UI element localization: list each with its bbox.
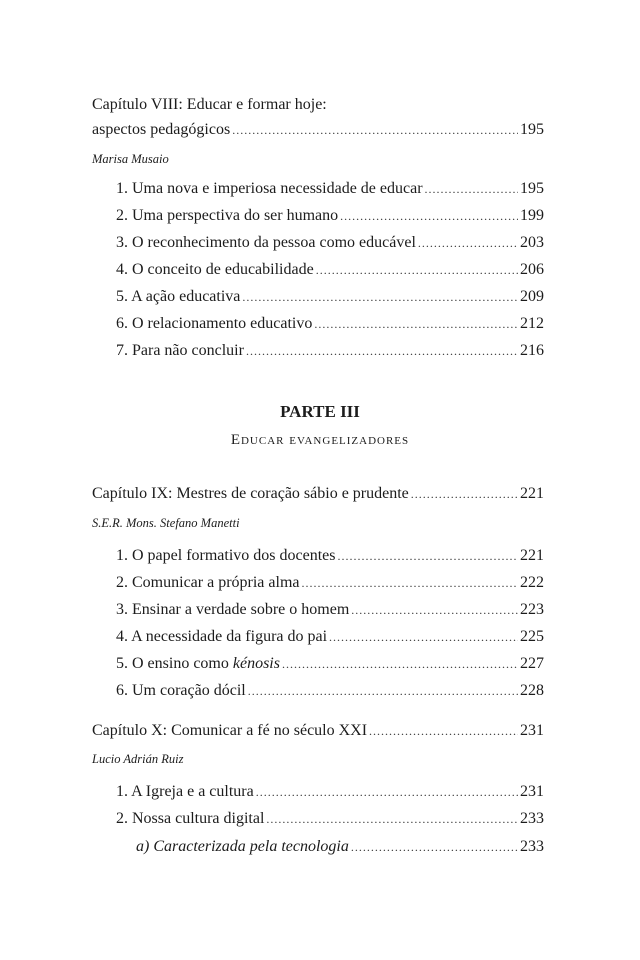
section-label: 6. O relacionamento educativo xyxy=(116,315,313,332)
toc-section-entry xyxy=(116,600,544,620)
section-label: 1. O papel formativo dos docentes xyxy=(116,547,336,564)
dot-leader xyxy=(246,341,518,361)
section-page: 225 xyxy=(520,628,544,645)
toc-section-entry xyxy=(116,341,544,361)
section-label-italic: kénosis xyxy=(232,655,280,672)
section-page: 209 xyxy=(520,288,544,305)
section-label: 2. Comunicar a própria alma xyxy=(116,574,300,591)
section-label: 1. Uma nova e imperiosa necessidade de educar xyxy=(116,180,423,197)
dot-leader xyxy=(411,484,518,504)
chapter-8-title-line-2: aspectos pedagógicos xyxy=(92,121,231,138)
chapter-8-page: 195 xyxy=(520,121,544,138)
section-label xyxy=(116,654,280,674)
dot-leader xyxy=(351,600,518,620)
dot-leader xyxy=(282,654,518,674)
dot-leader xyxy=(351,837,518,857)
dot-leader xyxy=(232,120,518,140)
section-label: 2. Nossa cultura digital xyxy=(116,810,265,827)
dot-leader xyxy=(256,782,518,802)
toc-section-entry xyxy=(116,179,544,199)
toc-subsection-entry xyxy=(136,837,544,857)
dot-leader xyxy=(314,314,518,334)
chapter-9-title: Capítulo IX: Mestres de coração sábio e prudente xyxy=(92,485,409,502)
section-label: 6. Um coração dócil xyxy=(116,682,246,699)
section-label: 1. A Igreja e a cultura xyxy=(116,783,254,800)
section-page: 222 xyxy=(520,574,544,591)
section-label: 4. A necessidade da figura do pai xyxy=(116,628,328,645)
section-page: 228 xyxy=(520,682,544,699)
section-page: 203 xyxy=(520,234,544,251)
dot-leader xyxy=(316,260,518,280)
dot-leader xyxy=(369,721,518,741)
section-page: 212 xyxy=(520,315,544,332)
section-label: 2. Uma perspectiva do ser humano xyxy=(116,207,339,224)
toc-section-entry xyxy=(116,681,544,701)
section-page: 221 xyxy=(520,547,544,564)
toc-section-entry xyxy=(116,206,544,226)
section-label-prefix: 5. O ensino como xyxy=(116,655,233,672)
chapter-8-author: Marisa Musaio xyxy=(92,152,169,166)
subsection-label: a) Caracterizada pela tecnologia xyxy=(136,838,349,855)
section-label: 7. Para não concluir xyxy=(116,342,244,359)
toc-section-entry xyxy=(116,809,544,829)
section-label: 5. A ação educativa xyxy=(116,288,241,305)
section-page: 206 xyxy=(520,261,544,278)
toc-section-entry xyxy=(116,546,544,566)
section-label: 3. O reconhecimento da pessoa como educável xyxy=(116,234,416,251)
toc-section-entry xyxy=(116,654,544,674)
toc-section-entry xyxy=(116,233,544,253)
dot-leader xyxy=(340,206,518,226)
section-label: 3. Ensinar a verdade sobre o homem xyxy=(116,601,350,618)
chapter-8-entry xyxy=(92,120,544,140)
dot-leader xyxy=(418,233,518,253)
section-page: 227 xyxy=(520,655,544,672)
chapter-10-author: Lucio Adrián Ruiz xyxy=(92,752,184,766)
dot-leader xyxy=(302,573,519,593)
section-page: 233 xyxy=(520,810,544,827)
section-page: 195 xyxy=(520,180,544,197)
toc-section-entry xyxy=(116,627,544,647)
toc-section-entry xyxy=(116,573,544,593)
chapter-10-title: Capítulo X: Comunicar a fé no século XXI xyxy=(92,722,368,739)
dot-leader xyxy=(338,546,519,566)
dot-leader xyxy=(248,681,518,701)
section-page: 223 xyxy=(520,601,544,618)
chapter-9-author: S.E.R. Mons. Stefano Manetti xyxy=(92,516,240,530)
dot-leader xyxy=(329,627,518,647)
section-page: 216 xyxy=(520,342,544,359)
toc-section-entry xyxy=(116,782,544,802)
chapter-8-title-line-1: Capítulo VIII: Educar e formar hoje: xyxy=(92,96,327,113)
toc-section-entry xyxy=(116,287,544,307)
chapter-9-entry xyxy=(92,484,544,504)
section-page: 199 xyxy=(520,207,544,224)
chapter-10-entry xyxy=(92,721,544,741)
section-label: 4. O conceito de educabilidade xyxy=(116,261,314,278)
chapter-9-page: 221 xyxy=(520,485,544,502)
toc-section-entry xyxy=(116,260,544,280)
subsection-page: 233 xyxy=(520,838,544,855)
chapter-10-page: 231 xyxy=(520,722,544,739)
section-page: 231 xyxy=(520,783,544,800)
dot-leader xyxy=(266,809,518,829)
dot-leader xyxy=(425,179,518,199)
part-subtitle: Educar evangelizadores xyxy=(230,432,410,448)
dot-leader xyxy=(242,287,518,307)
toc-section-entry xyxy=(116,314,544,334)
part-title: PARTE III xyxy=(280,402,360,421)
